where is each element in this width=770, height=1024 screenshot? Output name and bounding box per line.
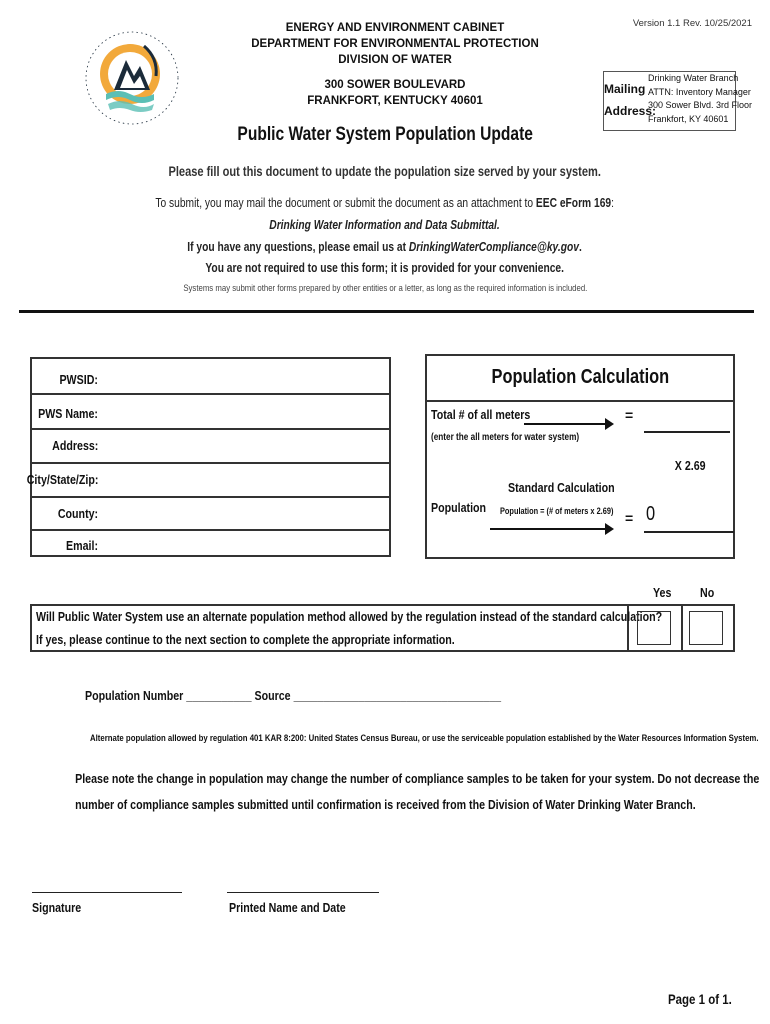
agency-cabinet: ENERGY AND ENVIRONMENT CABINET [285,22,505,34]
pws-name-field[interactable] [108,397,386,425]
pws-row-divider [30,428,391,430]
pwsid-label: PWSID: [59,372,98,387]
pwsid-field[interactable] [108,362,386,390]
yes-checkbox[interactable] [637,611,671,645]
intro-line-3: If you have any questions, please email us at DrinkingWaterCompliance@ky.gov. [187,240,583,254]
email-field[interactable] [108,532,386,554]
address-field[interactable] [108,432,386,460]
pws-row-divider [30,529,391,531]
version-label: Version 1.1 Rev. 10/25/2021 [632,18,752,29]
intro-line-2: Drinking Water Information and Data Submittal. [269,218,501,232]
pws-name-label: PWS Name: [38,406,98,421]
section-divider [19,310,754,313]
mailing-address [648,72,752,126]
mailing-label-2: Address: [604,104,657,118]
meters-input-line [644,431,730,433]
meters-arrow [524,423,612,425]
meters-equals: = [625,407,634,423]
mailing-line: ATTN: Inventory Manager [648,86,751,97]
meters-note: (enter the all meters for water system) [431,432,580,443]
agency-address [250,77,540,109]
source-label: Source [254,688,291,703]
printed-name-line [227,892,379,893]
address-label: Address: [51,438,98,453]
county-field[interactable] [108,500,386,527]
notice-line-2: number of compliance samples submitted until confirmation is received from the Division of Water Drinking Water Branch. [74,797,696,812]
intro-line-1: To submit, you may mail the document or submit the document as an attachment to EEC eForm 169: [155,196,615,210]
page-number: Page 1 of 1. [668,991,732,1007]
no-header: No [700,585,715,600]
agency-department: DEPARTMENT FOR ENVIRONMENTAL PROTECTION [251,38,539,50]
mailing-line: 300 Sower Blvd. 3rd Floor [648,100,753,110]
compliance-email-link[interactable]: DrinkingWaterCompliance@ky.gov [409,240,580,254]
printed-name-field[interactable] [227,866,379,891]
signature-field[interactable] [32,866,182,891]
agency-block [250,20,540,68]
alternate-fields [85,688,592,703]
population-result: 0 [646,503,656,525]
population-number-label: Population Number [85,688,184,703]
city-state-zip-label: City/State/Zip: [26,472,98,487]
question-line-2: If yes, please continue to the next section to complete the appropriate information. [36,632,455,647]
mailing-line: Drinking Water Branch [648,73,739,83]
no-checkbox[interactable] [689,611,723,645]
population-label: Population [431,500,487,515]
calc-divider [425,400,735,402]
signature-label: Signature [32,900,82,915]
source-input[interactable]: ___________________________________ [293,688,502,703]
population-number-input[interactable]: ___________ [186,688,252,703]
signature-line [32,892,182,893]
address-city: FRANKFORT, KENTUCKY 40601 [307,95,483,107]
population-result-line [644,531,734,533]
notice-line-1: Please note the change in population may change the number of compliance samples to be taken for your system. Do not decrease the [75,771,760,786]
page-subtitle: Please fill out this document to update the population size served by your system. [168,164,602,179]
city-state-zip-field[interactable] [108,466,386,494]
yes-header: Yes [653,585,672,600]
agency-division: DIVISION OF WATER [338,54,452,66]
page-title: Public Water System Population Update [237,124,533,145]
pws-row-divider [30,393,391,395]
intro-line-5: Systems may submit other forms prepared by other entities or a letter, as long as the required information is included. [183,283,587,294]
population-equals: = [625,510,634,526]
mailing-label-1: Mailing [604,82,646,96]
question-line-1: Will Public Water System use an alternate population method allowed by the regulation instead of the standard calculation? [36,609,663,624]
pws-row-divider [30,462,391,464]
calc-title: Population Calculation [491,366,669,388]
meters-input[interactable] [644,406,730,430]
alternate-note: Alternate population allowed by regulation 401 KAR 8:200: United States Census Bureau, or use the serviceable population established by the Water Resources Information System. [90,733,759,744]
intro-line-4: You are not required to use this form; it is provided for your convenience. [205,261,565,275]
email-label: Email: [66,538,98,553]
county-label: County: [57,506,98,521]
mailing-line: Frankfort, KY 40601 [648,113,729,124]
population-arrow [490,528,612,530]
printed-name-label: Printed Name and Date [229,900,346,915]
pws-row-divider [30,496,391,498]
formula-label: Population = (# of meters x 2.69) [500,506,614,516]
meters-label: Total # of all meters [431,407,531,422]
standard-calculation-label: Standard Calculation [508,480,615,495]
address-street: 300 SOWER BOULEVARD [324,79,466,91]
multiplier-label: X 2.69 [675,458,706,473]
